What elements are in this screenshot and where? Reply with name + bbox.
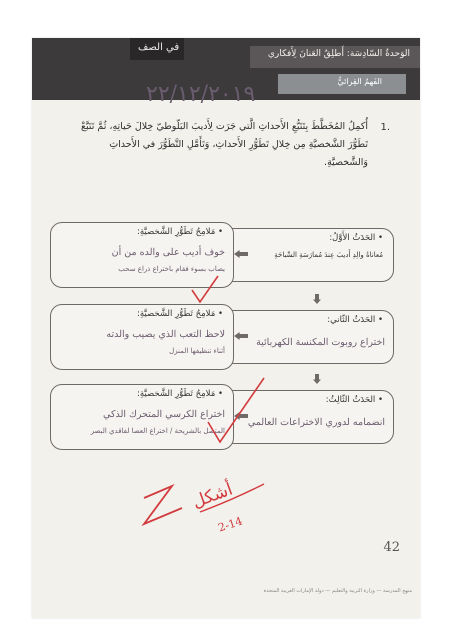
trait-handwritten-line: خوف أديب على والده من أن — [111, 247, 225, 258]
event-printed-text: مُعاناةُ والِدِ أَديبَ عِندَ مُمارَسَةِ السِّباحَةِ — [274, 251, 383, 259]
trait-box-3 — [50, 384, 234, 450]
trait-handwritten-line: لاحظ التعب الذي يصيب والدته — [106, 329, 225, 340]
footer-text: منهج المدرسة — وزارة التربية والتعليم — دولة الإمارات العربية المتحدة — [263, 588, 412, 594]
event-title: • الحَدَثُ الأَوَّلُ: — [329, 233, 383, 243]
event-handwritten-text: انضمامه لدوري الاختراعات العالمي — [247, 417, 385, 428]
grade-scribble-icon — [144, 486, 182, 524]
textbook-page — [32, 38, 420, 618]
page-number: 42 — [383, 540, 400, 555]
event-handwritten-text: اختراع روبوت المكنسة الكهربائية — [256, 337, 385, 348]
side-tab-label: في الصف — [138, 42, 180, 53]
trait-box-1 — [50, 222, 234, 288]
trait-handwritten-line: أثناء تنظيفها المنزل — [169, 347, 225, 355]
down-arrow-icon — [313, 374, 321, 384]
question-number: 1. — [380, 122, 390, 133]
trait-title: • مَلامِحُ تَطَوُّرِ الشَّخصيَّةِ: — [137, 227, 223, 237]
trait-handwritten-line: اختراع الكرسي المتحرك الذكي — [103, 409, 225, 420]
trait-handwritten-line: يصاب بسوء فقام باختراع ذراع سحب — [118, 265, 225, 273]
lesson-title: الفَهمُ القِرائيُّ — [337, 77, 382, 86]
unit-title: الوَحدةُ السّادِسَة: أَطلِقُ العَنانَ لِأَفكاري — [267, 49, 410, 59]
trait-box-2 — [50, 304, 234, 370]
question-text: أُكمِلُ المُخَطَّطَ بِتَتَبُّعِ الأَحداثِ الَّتي جَرَت لِأَديبَ البَلّوطيّ خِلالَ حَياتِهِ، ثُمَّ تَتَبَّعْ تَطَوُّرَ الشَّخصيَّةِ مِن خِلالِ تَطَوُّرِ الأَحداثِ، وَتَأَمَّلِ التَّطَوُّرَ في الأَحداثِ وَالشَّخصيَّةِ. — [80, 121, 368, 168]
down-arrow-icon — [313, 294, 321, 304]
event-title: • الحَدَثُ الثّاني: — [327, 315, 383, 325]
trait-handwritten-line: المتصل بالشريحة / اختراع العصا لفاقدي البصر — [90, 427, 225, 435]
event-title: • الحَدَثُ الثّالِثُ: — [325, 395, 383, 405]
trait-title: • مَلامِحُ تَطَوُّرِ الشَّخصيَّةِ: — [137, 309, 223, 319]
score-note: 2-14 — [216, 514, 245, 535]
praise-note: أشكل — [189, 479, 236, 513]
handwritten-date: ٢٢/١٢/٢٠١٩ — [146, 82, 256, 107]
trait-title: • مَلامِحُ تَطَوُّرِ الشَّخصيَّةِ: — [137, 389, 223, 399]
